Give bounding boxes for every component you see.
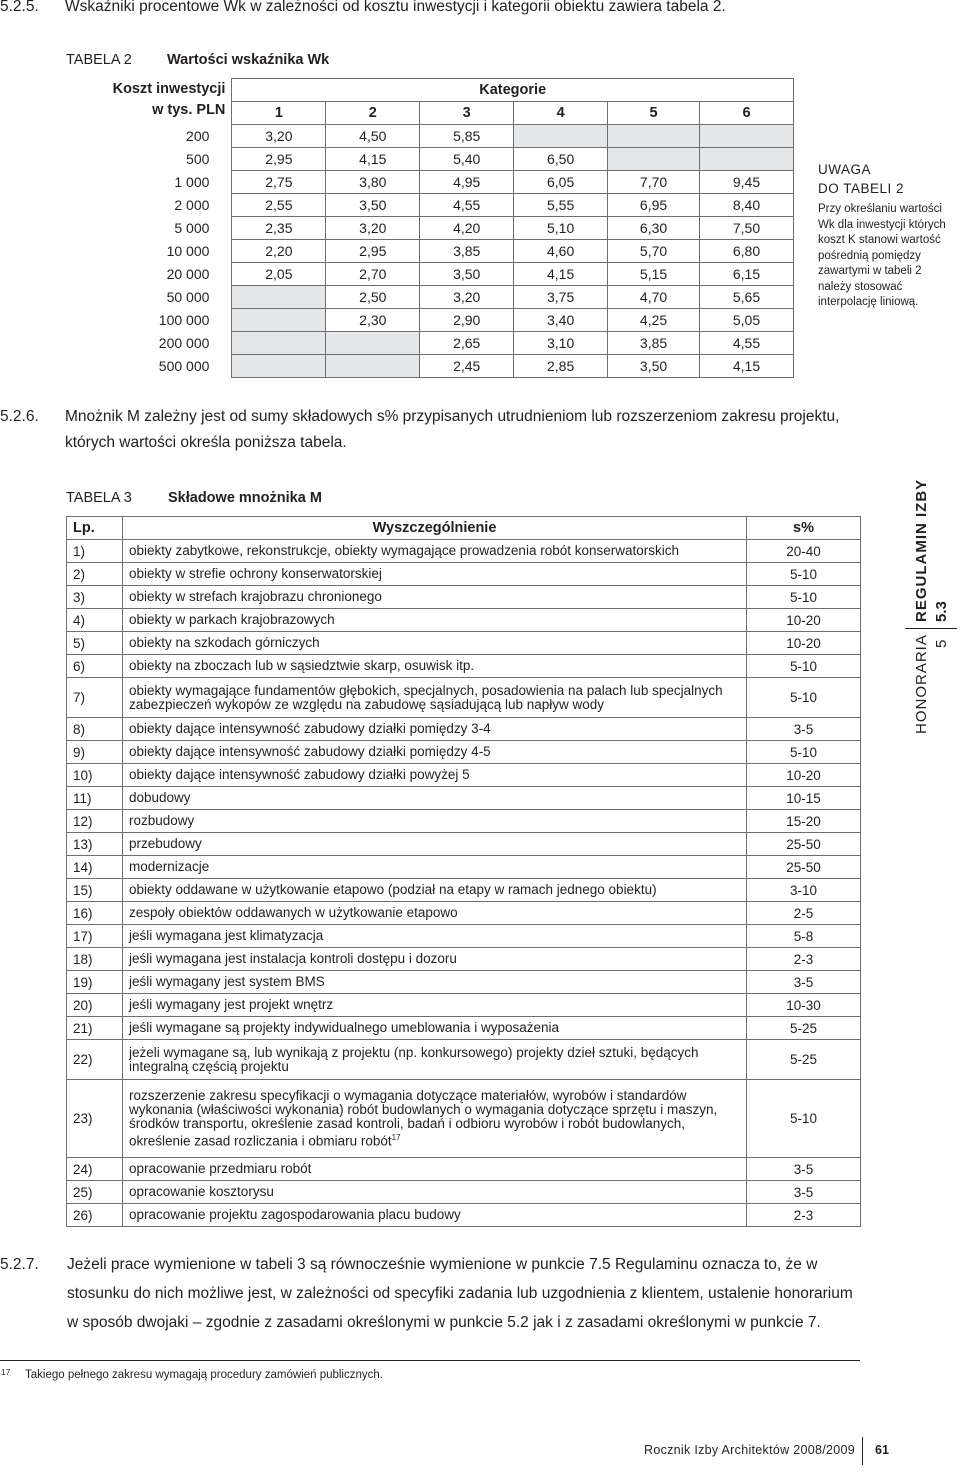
description-cell bbox=[123, 925, 747, 948]
percent-cell: 5-10 bbox=[747, 741, 861, 764]
description-text: obiekty w strefie ochrony konserwatorskiej bbox=[129, 566, 382, 581]
cost-cell: 2 000 bbox=[174, 197, 210, 213]
description-cell bbox=[123, 609, 747, 632]
description-text: dobudowy bbox=[129, 790, 191, 805]
percent-cell: 10-15 bbox=[747, 787, 861, 810]
percent-cell: 5-25 bbox=[747, 1017, 861, 1040]
value-cell: 6,95 bbox=[608, 194, 700, 217]
empty-shaded-cell bbox=[326, 355, 420, 378]
value-cell: 4,50 bbox=[326, 125, 420, 148]
lp-cell: 3) bbox=[67, 586, 123, 609]
value-cell: 3,10 bbox=[514, 332, 608, 355]
description-cell bbox=[123, 994, 747, 1017]
value-cell: 5,65 bbox=[700, 286, 794, 309]
cost-cell: 20 000 bbox=[166, 266, 210, 282]
percent-cell: 25-50 bbox=[747, 856, 861, 879]
empty-shaded-cell bbox=[232, 332, 326, 355]
table-row bbox=[67, 925, 861, 948]
section-525 bbox=[0, 0, 880, 20]
description-cell bbox=[123, 787, 747, 810]
description-cell bbox=[123, 810, 747, 833]
table-row bbox=[67, 879, 861, 902]
section-text: Jeżeli prace wymienione w tabeli 3 są równocześnie wymienione w punkcie 7.5 Regulaminu oznacza to, że w stosunku do nich możliwe jest, w zależności od specyfiki zadania lub uzgodnienia z klientem, ustalenie honorarium w sposób dwojaki – zgodnie z zasadami określonymi w punkcie 5.2 jak i z zasadami określonymi w punkcie 7. bbox=[67, 1256, 853, 1331]
value-cell: 5,85 bbox=[420, 125, 514, 148]
table-row bbox=[67, 810, 861, 833]
lp-cell: 23) bbox=[67, 1080, 123, 1158]
table3-label: TABELA 3 bbox=[66, 490, 132, 506]
value-cell: 2,95 bbox=[326, 240, 420, 263]
table-row bbox=[67, 1204, 861, 1227]
table-row bbox=[67, 948, 861, 971]
description-text: obiekty zabytkowe, rekonstrukcje, obiekty wymagające prowadzenia robót konserwatorskich bbox=[129, 543, 680, 558]
description-header: Wyszczególnienie bbox=[123, 517, 747, 540]
description-text: jeśli wymagane są projekty indywidualnego umeblowania i wyposażenia bbox=[129, 1020, 559, 1035]
percent-cell: 3-5 bbox=[747, 971, 861, 994]
lp-cell: 16) bbox=[67, 902, 123, 925]
value-cell: 6,30 bbox=[608, 217, 700, 240]
table-row bbox=[67, 994, 861, 1017]
description-cell bbox=[123, 632, 747, 655]
table-row bbox=[67, 586, 861, 609]
percent-cell: 5-10 bbox=[747, 1080, 861, 1158]
description-text: jeśli wymagana jest instalacja kontroli dostępu i dozoru bbox=[129, 951, 457, 966]
value-cell: 9,45 bbox=[700, 171, 794, 194]
percent-cell: 10-20 bbox=[747, 764, 861, 787]
description-cell bbox=[123, 1158, 747, 1181]
description-cell bbox=[123, 678, 747, 718]
percent-cell: 5-10 bbox=[747, 655, 861, 678]
value-cell: 2,05 bbox=[232, 263, 326, 286]
lp-cell: 21) bbox=[67, 1017, 123, 1040]
lp-cell: 11) bbox=[67, 787, 123, 810]
value-cell: 2,65 bbox=[420, 332, 514, 355]
value-cell: 6,15 bbox=[700, 263, 794, 286]
table-row bbox=[66, 309, 794, 332]
description-cell bbox=[123, 879, 747, 902]
note-title-line1: UWAGA bbox=[818, 162, 871, 177]
footnote-reference: 17 bbox=[391, 1132, 401, 1142]
percent-cell: 25-50 bbox=[747, 833, 861, 856]
description-text: obiekty oddawane w użytkowanie etapowo (podział na etapy w ramach jednego obiektu) bbox=[129, 882, 657, 897]
footnote-divider bbox=[0, 1360, 860, 1361]
value-cell: 3,20 bbox=[326, 217, 420, 240]
table3-caption bbox=[66, 490, 466, 510]
empty-shaded-cell bbox=[514, 125, 608, 148]
description-cell bbox=[123, 1017, 747, 1040]
value-cell: 2,85 bbox=[514, 355, 608, 378]
empty-shaded-cell bbox=[232, 286, 326, 309]
table-row bbox=[66, 125, 794, 148]
value-cell: 5,70 bbox=[608, 240, 700, 263]
table-row bbox=[67, 902, 861, 925]
description-cell bbox=[123, 1204, 747, 1227]
value-cell: 3,20 bbox=[420, 286, 514, 309]
value-cell: 2,35 bbox=[232, 217, 326, 240]
side-label-regulamin-number: 5.3 bbox=[933, 601, 950, 622]
description-text: obiekty dające intensywność zabudowy działki powyżej 5 bbox=[129, 767, 470, 782]
percent-cell: 10-20 bbox=[747, 632, 861, 655]
value-cell: 4,70 bbox=[608, 286, 700, 309]
cost-cell: 5 000 bbox=[174, 220, 210, 236]
percent-cell: 3-5 bbox=[747, 1181, 861, 1204]
description-text: opracowanie przedmiaru robót bbox=[129, 1161, 312, 1176]
category-column-header: 2 bbox=[326, 102, 420, 125]
category-column-header: 4 bbox=[514, 102, 608, 125]
table-row bbox=[67, 856, 861, 879]
percent-cell: 5-25 bbox=[747, 1040, 861, 1080]
percent-cell: 20-40 bbox=[747, 540, 861, 563]
lp-cell: 22) bbox=[67, 1040, 123, 1080]
value-cell: 3,75 bbox=[514, 286, 608, 309]
description-cell bbox=[123, 540, 747, 563]
row-header-line1: Koszt inwestycji bbox=[112, 80, 226, 97]
value-cell: 4,55 bbox=[420, 194, 514, 217]
table-row bbox=[67, 655, 861, 678]
percent-cell: 5-10 bbox=[747, 678, 861, 718]
cost-cell: 500 bbox=[186, 151, 210, 167]
table-row bbox=[66, 332, 794, 355]
value-cell: 3,20 bbox=[232, 125, 326, 148]
footer-divider bbox=[862, 1437, 863, 1465]
table-row bbox=[67, 833, 861, 856]
value-cell: 2,55 bbox=[232, 194, 326, 217]
description-text: obiekty dające intensywność zabudowy działki pomiędzy 4-5 bbox=[129, 744, 491, 759]
lp-cell: 7) bbox=[67, 678, 123, 718]
description-cell bbox=[123, 1080, 747, 1158]
description-text: obiekty na zboczach lub w sąsiedztwie skarp, osuwisk itp. bbox=[129, 658, 475, 673]
lp-cell: 24) bbox=[67, 1158, 123, 1181]
section-527 bbox=[0, 1250, 860, 1337]
description-cell bbox=[123, 1040, 747, 1080]
table-row bbox=[67, 540, 861, 563]
lp-cell: 4) bbox=[67, 609, 123, 632]
empty-shaded-cell bbox=[608, 148, 700, 171]
cost-cell: 10 000 bbox=[166, 243, 210, 259]
value-cell: 4,15 bbox=[514, 263, 608, 286]
description-text: rozbudowy bbox=[129, 813, 195, 828]
percent-cell: 3-10 bbox=[747, 879, 861, 902]
value-cell: 5,15 bbox=[608, 263, 700, 286]
description-text: obiekty wymagające fundamentów głębokich, specjalnych, posadowienia na palach lub specjalnych zabezpieczeń wykopów ze względu na zabudowę sąsiadującą lub napływ wody bbox=[129, 682, 723, 712]
value-cell: 5,40 bbox=[420, 148, 514, 171]
section-number: 5.2.6. bbox=[0, 408, 39, 425]
description-text: modernizacje bbox=[129, 859, 210, 874]
value-cell: 3,85 bbox=[420, 240, 514, 263]
percent-cell: 2-5 bbox=[747, 902, 861, 925]
description-cell bbox=[123, 948, 747, 971]
table-row bbox=[66, 148, 794, 171]
value-cell: 4,60 bbox=[514, 240, 608, 263]
percent-header: s% bbox=[747, 517, 861, 540]
section-text: Mnożnik M zależny jest od sumy składowych s% przypisanych utrudnieniom lub rozszerzeniom zakresu projektu, których wartości określa poniższa tabela. bbox=[65, 408, 840, 452]
lp-cell: 6) bbox=[67, 655, 123, 678]
description-text: jeśli wymagany jest projekt wnętrz bbox=[129, 997, 334, 1012]
empty-shaded-cell bbox=[326, 332, 420, 355]
description-cell bbox=[123, 563, 747, 586]
value-cell: 3,80 bbox=[326, 171, 420, 194]
category-column-header: 3 bbox=[420, 102, 514, 125]
value-cell: 4,20 bbox=[420, 217, 514, 240]
value-cell: 3,50 bbox=[326, 194, 420, 217]
section-number: 5.2.5. bbox=[0, 0, 39, 15]
value-cell: 2,90 bbox=[420, 309, 514, 332]
value-cell: 4,15 bbox=[326, 148, 420, 171]
side-label-honoraria-number: 5 bbox=[933, 639, 950, 648]
empty-shaded-cell bbox=[232, 355, 326, 378]
value-cell: 2,70 bbox=[326, 263, 420, 286]
percent-cell: 3-5 bbox=[747, 1158, 861, 1181]
page-number: 61 bbox=[875, 1443, 889, 1457]
table-row bbox=[67, 1158, 861, 1181]
percent-cell: 2-3 bbox=[747, 948, 861, 971]
footnote-text: Takiego pełnego zakresu wymagają procedury zamówień publicznych. bbox=[25, 1369, 383, 1381]
description-text: obiekty dające intensywność zabudowy działki pomiędzy 3-4 bbox=[129, 721, 491, 736]
description-text: jeżeli wymagane są, lub wynikają z projektu (np. konkursowego) projekty dzieł sztuki, będących integralną częścią projektu bbox=[129, 1044, 699, 1074]
description-cell bbox=[123, 764, 747, 787]
value-cell: 4,15 bbox=[700, 355, 794, 378]
percent-cell: 5-10 bbox=[747, 586, 861, 609]
percent-cell: 5-8 bbox=[747, 925, 861, 948]
note-box bbox=[818, 160, 950, 311]
value-cell: 7,70 bbox=[608, 171, 700, 194]
value-cell: 5,55 bbox=[514, 194, 608, 217]
table-row bbox=[67, 718, 861, 741]
publication-title: Rocznik Izby Architektów 2008/2009 bbox=[644, 1443, 856, 1457]
empty-shaded-cell bbox=[700, 148, 794, 171]
empty-shaded-cell bbox=[608, 125, 700, 148]
percent-cell: 10-20 bbox=[747, 609, 861, 632]
table-row bbox=[66, 355, 794, 378]
description-cell bbox=[123, 971, 747, 994]
section-text: Wskaźniki procentowe Wk w zależności od kosztu inwestycji i kategorii obiektu zawiera tabela 2. bbox=[65, 0, 726, 15]
lp-cell: 1) bbox=[67, 540, 123, 563]
value-cell: 2,20 bbox=[232, 240, 326, 263]
table2 bbox=[66, 78, 794, 378]
categories-header: Kategorie bbox=[232, 79, 794, 102]
cost-cell: 1 000 bbox=[174, 174, 210, 190]
description-cell bbox=[123, 586, 747, 609]
table-row bbox=[66, 217, 794, 240]
table-row bbox=[67, 609, 861, 632]
description-cell bbox=[123, 833, 747, 856]
table-row bbox=[67, 741, 861, 764]
value-cell: 5,10 bbox=[514, 217, 608, 240]
value-cell: 3,50 bbox=[420, 263, 514, 286]
cost-cell: 200 bbox=[186, 128, 210, 144]
lp-cell: 15) bbox=[67, 879, 123, 902]
description-cell bbox=[123, 741, 747, 764]
percent-cell: 5-10 bbox=[747, 563, 861, 586]
table-row bbox=[66, 286, 794, 309]
table-row bbox=[67, 563, 861, 586]
cost-cell: 200 000 bbox=[158, 335, 210, 351]
value-cell: 3,40 bbox=[514, 309, 608, 332]
note-title-line2: DO TABELI 2 bbox=[818, 181, 905, 196]
value-cell: 2,75 bbox=[232, 171, 326, 194]
description-text: opracowanie projektu zagospodarowania placu budowy bbox=[129, 1207, 461, 1222]
row-header bbox=[66, 79, 232, 125]
description-cell bbox=[123, 655, 747, 678]
table-row bbox=[67, 764, 861, 787]
lp-cell: 10) bbox=[67, 764, 123, 787]
table-row bbox=[67, 1040, 861, 1080]
table3-title: Składowe mnożnika M bbox=[168, 490, 322, 506]
description-cell bbox=[123, 1181, 747, 1204]
cost-cell: 100 000 bbox=[158, 312, 210, 328]
table-row bbox=[67, 678, 861, 718]
table-row bbox=[67, 632, 861, 655]
lp-cell: 18) bbox=[67, 948, 123, 971]
description-text: przebudowy bbox=[129, 836, 202, 851]
lp-cell: 13) bbox=[67, 833, 123, 856]
value-cell: 6,50 bbox=[514, 148, 608, 171]
lp-cell: 5) bbox=[67, 632, 123, 655]
category-column-header: 5 bbox=[608, 102, 700, 125]
cost-cell: 500 000 bbox=[158, 358, 210, 374]
table-row bbox=[66, 194, 794, 217]
section-number: 5.2.7. bbox=[0, 1256, 39, 1273]
description-cell bbox=[123, 856, 747, 879]
table-row bbox=[66, 240, 794, 263]
value-cell: 5,05 bbox=[700, 309, 794, 332]
lp-cell: 14) bbox=[67, 856, 123, 879]
side-label-honoraria: HONORARIA bbox=[913, 634, 930, 734]
table-row bbox=[67, 971, 861, 994]
lp-cell: 26) bbox=[67, 1204, 123, 1227]
value-cell: 7,50 bbox=[700, 217, 794, 240]
table-row bbox=[67, 787, 861, 810]
description-text: opracowanie kosztorysu bbox=[129, 1184, 274, 1199]
percent-cell: 10-30 bbox=[747, 994, 861, 1017]
section-526 bbox=[0, 404, 880, 457]
percent-cell: 3-5 bbox=[747, 718, 861, 741]
lp-cell: 9) bbox=[67, 741, 123, 764]
value-cell: 2,45 bbox=[420, 355, 514, 378]
category-column-header: 1 bbox=[232, 102, 326, 125]
table-row bbox=[67, 1181, 861, 1204]
table2-caption bbox=[66, 52, 466, 72]
row-header-line2: w tys. PLN bbox=[152, 101, 226, 118]
value-cell: 4,25 bbox=[608, 309, 700, 332]
value-cell: 6,80 bbox=[700, 240, 794, 263]
lp-cell: 8) bbox=[67, 718, 123, 741]
lp-cell: 2) bbox=[67, 563, 123, 586]
value-cell: 3,85 bbox=[608, 332, 700, 355]
side-label-regulamin: REGULAMIN IZBY bbox=[913, 478, 930, 622]
cost-cell: 50 000 bbox=[166, 289, 210, 305]
description-text: obiekty na szkodach górniczych bbox=[129, 635, 320, 650]
side-divider bbox=[905, 628, 957, 629]
category-column-header: 6 bbox=[700, 102, 794, 125]
description-cell bbox=[123, 718, 747, 741]
footnote-number: 17 bbox=[1, 1367, 11, 1377]
value-cell: 4,95 bbox=[420, 171, 514, 194]
description-text: obiekty w strefach krajobrazu chronionego bbox=[129, 589, 382, 604]
table2-label: TABELA 2 bbox=[66, 52, 132, 68]
value-cell: 6,05 bbox=[514, 171, 608, 194]
value-cell: 2,95 bbox=[232, 148, 326, 171]
value-cell: 4,55 bbox=[700, 332, 794, 355]
percent-cell: 2-3 bbox=[747, 1204, 861, 1227]
note-body: Przy określaniu wartości Wk dla inwestycji których koszt K stanowi wartość pośrednią pomiędzy zawartymi w tabeli 2 należy stosować interpolację liniową. bbox=[818, 203, 946, 308]
description-text: zespoły obiektów oddawanych w użytkowanie etapowo bbox=[129, 905, 458, 920]
lp-cell: 17) bbox=[67, 925, 123, 948]
table-row bbox=[67, 1017, 861, 1040]
table2-title: Wartości wskaźnika Wk bbox=[167, 52, 330, 68]
table-row bbox=[66, 263, 794, 286]
empty-shaded-cell bbox=[700, 125, 794, 148]
table3 bbox=[66, 516, 861, 1227]
lp-cell: 25) bbox=[67, 1181, 123, 1204]
value-cell: 2,50 bbox=[326, 286, 420, 309]
value-cell: 3,50 bbox=[608, 355, 700, 378]
description-text: jeśli wymagany jest system BMS bbox=[129, 974, 325, 989]
lp-cell: 12) bbox=[67, 810, 123, 833]
value-cell: 2,30 bbox=[326, 309, 420, 332]
table-row bbox=[67, 1080, 861, 1158]
lp-cell: 20) bbox=[67, 994, 123, 1017]
description-text: obiekty w parkach krajobrazowych bbox=[129, 612, 335, 627]
description-cell bbox=[123, 902, 747, 925]
table-row bbox=[66, 171, 794, 194]
description-text: jeśli wymagana jest klimatyzacja bbox=[129, 928, 324, 943]
lp-cell: 19) bbox=[67, 971, 123, 994]
description-text: rozszerzenie zakresu specyfikacji o wymagania dotyczące materiałów, wyrobów i standardów wykonania (właściwości wykonania) robót budowlanych o wymagania dotyczące sprzętu i maszyn, środków transportu, określenie zasad kontroli, badań i odbioru wyrobów i robót budowlanych, określenie zasad rozliczania i obmiaru robót bbox=[129, 1087, 718, 1149]
lp-header: Lp. bbox=[67, 517, 123, 540]
percent-cell: 15-20 bbox=[747, 810, 861, 833]
value-cell: 8,40 bbox=[700, 194, 794, 217]
empty-shaded-cell bbox=[232, 309, 326, 332]
